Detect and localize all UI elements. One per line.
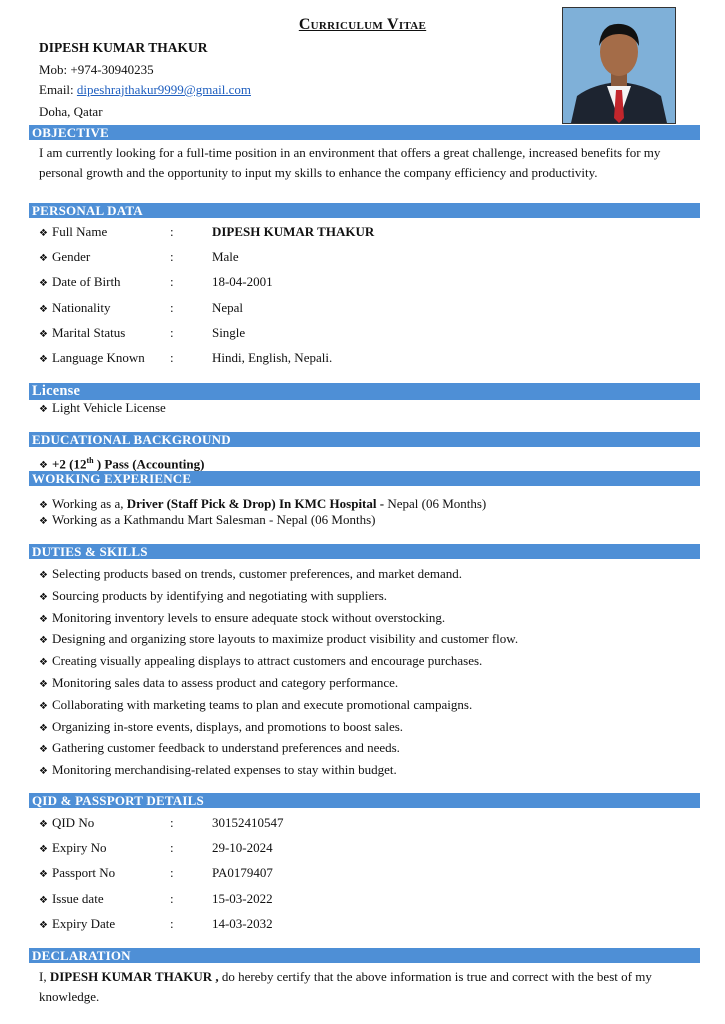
personal-row-key: Marital Status (51, 324, 126, 340)
personal-row (39, 299, 243, 317)
experience-post: Nepal (06 Months) (387, 496, 487, 511)
personal-row-colon: : (169, 249, 174, 265)
qid-row-colon: : (169, 890, 174, 906)
qid-row-value: 29-10-2024 (211, 840, 273, 856)
experience-pre: Working as a Kathmandu Mart Salesman - Nepal (06 Months) (51, 512, 376, 527)
personal-row-value: Nepal (211, 299, 244, 315)
bullet-icon: ❖ (39, 613, 48, 625)
duty-item (39, 761, 397, 779)
personal-row-colon: : (169, 350, 174, 365)
qid-row-key: Expiry Date (51, 915, 116, 931)
duty-text: Monitoring merchandising-related expenses to stay within budget. (51, 762, 397, 778)
objective-text: I am currently looking for a full-time position in an environment that offers a great challenge, increased benefits for my personal growth and the opportunity to input my skills to enhance the company efficiency and productivity. (39, 145, 661, 180)
personal-row-value: 18-04-2001 (211, 274, 273, 290)
personal-row-key: Date of Birth (51, 274, 121, 290)
personal-row-key: Gender (51, 249, 91, 265)
bullet-icon: ❖ (39, 657, 48, 669)
duty-item (39, 587, 387, 605)
experience-item (39, 511, 376, 529)
declaration-name: DIPESH KUMAR THAKUR , (49, 969, 219, 984)
bullet-icon: ❖ (39, 591, 48, 603)
section-experience: WORKING EXPERIENCE (29, 471, 700, 486)
section-education: EDUCATIONAL BACKGROUND (29, 432, 700, 447)
header-name: DIPESH KUMAR THAKUR (39, 40, 208, 55)
qid-row (39, 890, 273, 908)
duty-text: Selecting products based on trends, customer preferences, and market demand. (51, 566, 463, 581)
duty-item (39, 696, 472, 714)
bullet-icon: ❖ (39, 744, 48, 756)
duty-text: Monitoring sales data to assess product and category performance. (51, 675, 399, 690)
bullet-icon: ❖ (39, 404, 48, 415)
personal-row-key: Language Known (51, 350, 145, 365)
education-item (39, 452, 204, 470)
duty-item (39, 565, 462, 583)
person-photo (562, 7, 676, 124)
qid-row (39, 864, 273, 882)
bullet-icon: ❖ (39, 894, 48, 906)
bullet-icon: ❖ (39, 516, 48, 527)
qid-row-value: 15-03-2022 (211, 890, 273, 906)
qid-row-key: Passport No (51, 865, 116, 881)
personal-row (39, 273, 273, 291)
personal-row (39, 223, 374, 241)
section-personal: PERSONAL DATA (29, 203, 700, 218)
person-photo-icon (563, 8, 675, 123)
email-link[interactable]: dipeshrajthakur9999@gmail.com (76, 82, 251, 97)
personal-row-value: DIPESH KUMAR THAKUR (211, 224, 375, 239)
experience-bold: Driver (Staff Pick & Drop) In KMC Hospital - (126, 496, 388, 511)
declaration-text (39, 967, 694, 1006)
header-email (39, 82, 251, 98)
qid-row-colon: : (169, 915, 174, 931)
duty-text: Sourcing products by identifying and negotiating with suppliers. (51, 587, 388, 603)
bullet-icon: ❖ (39, 700, 48, 712)
section-qid: QID & PASSPORT DETAILS (29, 793, 700, 808)
mobile-label: Mob: (39, 62, 68, 77)
qid-row-colon: : (169, 865, 174, 881)
bullet-icon: ❖ (39, 869, 48, 881)
license-item (39, 399, 166, 417)
education-post: ) Pass (Accounting) (93, 456, 205, 472)
bullet-icon: ❖ (39, 253, 48, 265)
duty-text: Designing and organizing store layouts to maximize product visibility and customer flow. (51, 631, 519, 647)
duty-item (39, 718, 403, 736)
qid-row (39, 915, 273, 933)
bullet-icon: ❖ (39, 303, 48, 315)
personal-row-value: Hindi, English, Nepali. (211, 350, 333, 365)
personal-row-key: Full Name (51, 224, 108, 239)
bullet-icon: ❖ (39, 460, 48, 472)
bullet-icon: ❖ (39, 635, 48, 647)
qid-row-value: PA0179407 (211, 865, 273, 881)
personal-row-colon: : (169, 224, 174, 239)
qid-row-colon: : (169, 815, 174, 830)
declaration-pre: I, (39, 969, 50, 984)
duty-text: Gathering customer feedback to understand preferences and needs. (51, 740, 400, 756)
duty-item (39, 739, 400, 757)
qid-row-value: 14-03-2032 (211, 915, 273, 931)
personal-row (39, 349, 332, 367)
qid-row-key: Expiry No (51, 840, 107, 856)
header-location: Doha, Qatar (39, 104, 103, 119)
duty-item (39, 652, 482, 670)
bullet-icon: ❖ (39, 500, 48, 511)
personal-row (39, 248, 239, 266)
bullet-icon: ❖ (39, 766, 48, 778)
qid-row-key: Issue date (51, 890, 104, 906)
duty-item (39, 609, 445, 627)
bullet-icon: ❖ (39, 570, 48, 581)
header-mobile (39, 62, 154, 78)
license-text: Light Vehicle License (51, 400, 166, 415)
education-pre: +2 (12 (51, 456, 87, 472)
qid-row (39, 814, 283, 832)
qid-row-key: QID No (51, 815, 95, 830)
education-sup: th (86, 456, 94, 465)
duty-text: Organizing in-store events, displays, and promotions to boost sales. (51, 718, 404, 734)
email-label: Email: (39, 82, 74, 97)
bullet-icon: ❖ (39, 354, 48, 365)
qid-row-colon: : (169, 840, 174, 856)
bullet-icon: ❖ (39, 919, 48, 931)
personal-row-value: Male (211, 249, 239, 265)
qid-row (39, 839, 273, 857)
experience-pre: Working as a, (51, 496, 127, 511)
bullet-icon: ❖ (39, 722, 48, 734)
personal-row-colon: : (169, 299, 174, 315)
personal-row-colon: : (169, 274, 174, 290)
bullet-icon: ❖ (39, 819, 48, 830)
duty-item (39, 674, 398, 692)
duty-text: Collaborating with marketing teams to plan and execute promotional campaigns. (51, 696, 473, 712)
declaration-post: do hereby certify that the above information is true and correct with the best of my knowledge. (39, 969, 652, 1004)
bullet-icon: ❖ (39, 278, 48, 290)
duty-text: Monitoring inventory levels to ensure adequate stock without overstocking. (51, 609, 446, 625)
bullet-icon: ❖ (39, 228, 48, 239)
duty-item (39, 630, 518, 648)
personal-row-value: Single (211, 324, 246, 340)
section-duties: DUTIES & SKILLS (29, 544, 700, 559)
qid-row-value: 30152410547 (211, 815, 284, 830)
mobile-number: +974-30940235 (70, 62, 154, 77)
bullet-icon: ❖ (39, 328, 48, 340)
personal-row-key: Nationality (51, 299, 111, 315)
personal-row (39, 324, 245, 342)
section-declaration: DECLARATION (29, 948, 700, 963)
personal-row-colon: : (169, 324, 174, 340)
section-objective: OBJECTIVE (29, 125, 700, 140)
bullet-icon: ❖ (39, 844, 48, 856)
duty-text: Creating visually appealing displays to attract customers and encourage purchases. (51, 653, 483, 669)
bullet-icon: ❖ (39, 679, 48, 690)
section-license: License (29, 383, 700, 400)
document-title: Curriculum Vitae (298, 16, 427, 33)
